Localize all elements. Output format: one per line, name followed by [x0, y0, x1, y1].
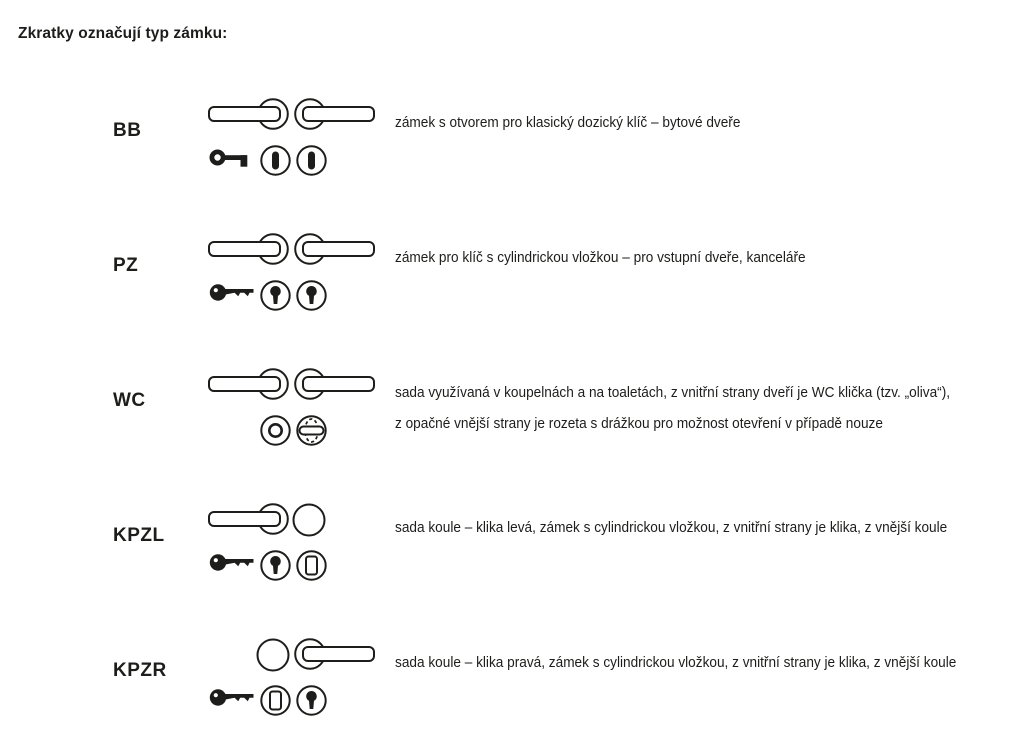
lever-handle-right-icon: [293, 98, 375, 130]
lever-handle-left-icon: [208, 368, 290, 400]
groove-rosette-icon: [260, 415, 291, 446]
lock-type-row-wc: [0, 368, 1011, 454]
lock-icon-group: [208, 98, 378, 180]
bb-keyhole-rosette-icon: [260, 145, 291, 176]
pz-keyhole-rosette-icon: [260, 550, 291, 581]
description-line: sada koule – klika levá, zámek s cylindrickou vložkou, z vnitřní strany je klika, z vnější koule: [395, 520, 948, 536]
blind-rosette-icon: [296, 550, 327, 581]
lock-code: PZ: [113, 255, 139, 276]
lever-handle-right-icon: [293, 638, 375, 670]
cylinder-key-icon: [209, 282, 259, 308]
lock-description: [395, 513, 1006, 544]
lock-icon-group: [208, 503, 378, 585]
lever-handle-left-icon: [208, 503, 290, 535]
lock-type-row-bb: [0, 98, 1011, 184]
lock-description: [395, 108, 1006, 139]
lock-code: KPZL: [113, 525, 165, 546]
lock-code: BB: [113, 120, 142, 141]
lever-handle-right-icon: [293, 233, 375, 265]
door-knob-icon: [292, 503, 326, 537]
blind-rosette-icon: [260, 685, 291, 716]
lock-description: [395, 243, 1006, 274]
description-line: z opačné vnější strany je rozeta s drážkou pro možnost otevření v případě nouze: [395, 416, 883, 432]
lock-type-row-kpzl: [0, 503, 1011, 589]
lock-icon-group: [208, 638, 378, 720]
lock-type-row-pz: [0, 233, 1011, 319]
bit-key-icon: [209, 147, 257, 173]
pz-keyhole-rosette-icon: [296, 685, 327, 716]
lock-type-row-kpzr: [0, 638, 1011, 724]
pz-keyhole-rosette-icon: [260, 280, 291, 311]
lock-code: KPZR: [113, 660, 167, 681]
lock-description: [395, 378, 1006, 440]
lock-icon-group: [208, 368, 378, 450]
lock-description: [395, 648, 1006, 679]
description-line: sada koule – klika pravá, zámek s cylindrickou vložkou, z vnitřní strany je klika, z vnější koule: [395, 655, 957, 671]
wc-turn-rosette-icon: [296, 415, 327, 446]
description-line: zámek s otvorem pro klasický dozický klíč – bytové dveře: [395, 115, 741, 131]
lock-icon-group: [208, 233, 378, 315]
lock-code: WC: [113, 390, 146, 411]
page-title: Zkratky označují typ zámku:: [18, 25, 228, 42]
description-line: sada využívaná v koupelnách a na toaletách, z vnitřní strany dveří je WC klička (tzv. „oliva“),: [395, 385, 951, 401]
bb-keyhole-rosette-icon: [296, 145, 327, 176]
cylinder-key-icon: [209, 687, 259, 713]
lever-handle-left-icon: [208, 233, 290, 265]
lever-handle-left-icon: [208, 98, 290, 130]
lever-handle-right-icon: [293, 368, 375, 400]
pz-keyhole-rosette-icon: [296, 280, 327, 311]
cylinder-key-icon: [209, 552, 259, 578]
description-line: zámek pro klíč s cylindrickou vložkou – pro vstupní dveře, kanceláře: [395, 250, 806, 266]
door-knob-icon: [256, 638, 290, 672]
